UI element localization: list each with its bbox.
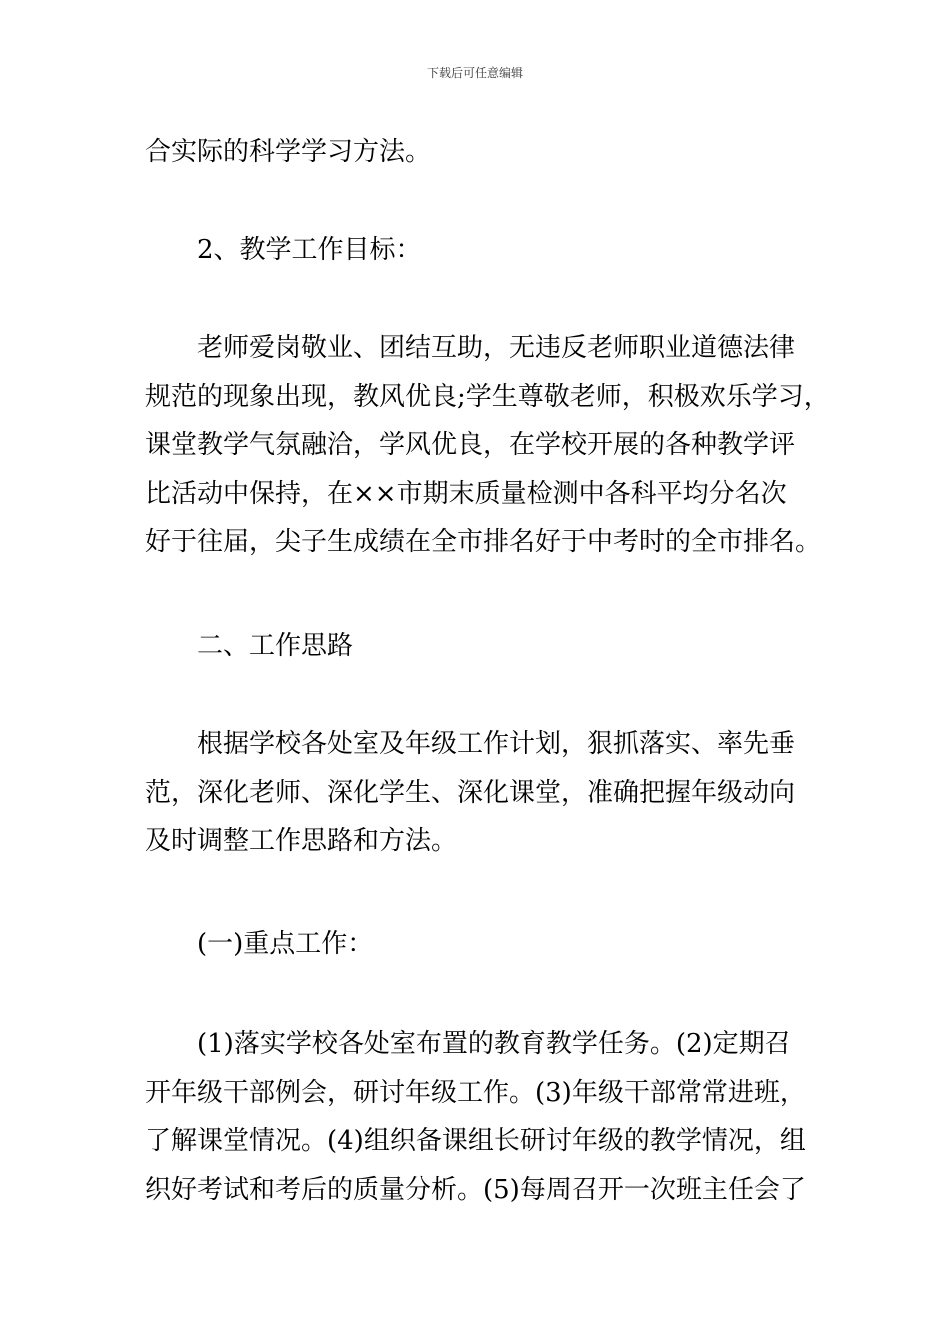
- paragraph-goals: [145, 324, 830, 567]
- heading-text: 二、工作思路: [197, 631, 354, 661]
- text-line: (1)落实学校各处室布置的教育教学任务。(2)定期召: [197, 1029, 791, 1059]
- text-line: 范，深化老师、深化学生、深化课堂，准确把握年级动向: [145, 777, 796, 808]
- page-header: 下载后可任意编辑: [426, 66, 523, 80]
- paragraph-work-ideas: [145, 720, 810, 866]
- heading-text: (一)重点工作：: [197, 929, 374, 959]
- section-heading-key-work: [145, 920, 810, 969]
- text-line: 开年级干部例会，研讨年级工作。(3)年级干部常常进班，: [145, 1077, 806, 1108]
- text-line: 了解课堂情况。(4)组织备课组长研讨年级的教学情况，组: [145, 1126, 806, 1156]
- text-line: 合实际的科学学习方法。: [145, 137, 432, 167]
- text-line: 及时调整工作思路和方法。: [145, 826, 458, 856]
- section-heading-work-ideas: [145, 622, 810, 671]
- text-line: 老师爱岗敬业、团结互助，无违反老师职业道德法律: [197, 333, 796, 363]
- text-line: 比活动中保持，在××市期末质量检测中各科平均分名次: [145, 478, 787, 509]
- heading-text: 2、教学工作目标：: [197, 235, 422, 265]
- text-line: 织好考试和考后的质量分析。(5)每周召开一次班主任会了: [145, 1174, 806, 1205]
- paragraph-key-work: [145, 1020, 810, 1214]
- section-heading-teaching-goals: [145, 226, 810, 275]
- text-line: 好于往届，尖子生成绩在全市排名好于中考时的全市排名。: [145, 527, 822, 557]
- text-line: 课堂教学气氛融洽，学风优良，在学校开展的各种教学评: [145, 430, 796, 460]
- text-line: 根据学校各处室及年级工作计划，狠抓落实、率先垂: [197, 729, 796, 759]
- text-line: 规范的现象出现，教风优良;学生尊敬老师，积极欢乐学习，: [145, 381, 830, 412]
- paragraph-continuation: [145, 128, 810, 177]
